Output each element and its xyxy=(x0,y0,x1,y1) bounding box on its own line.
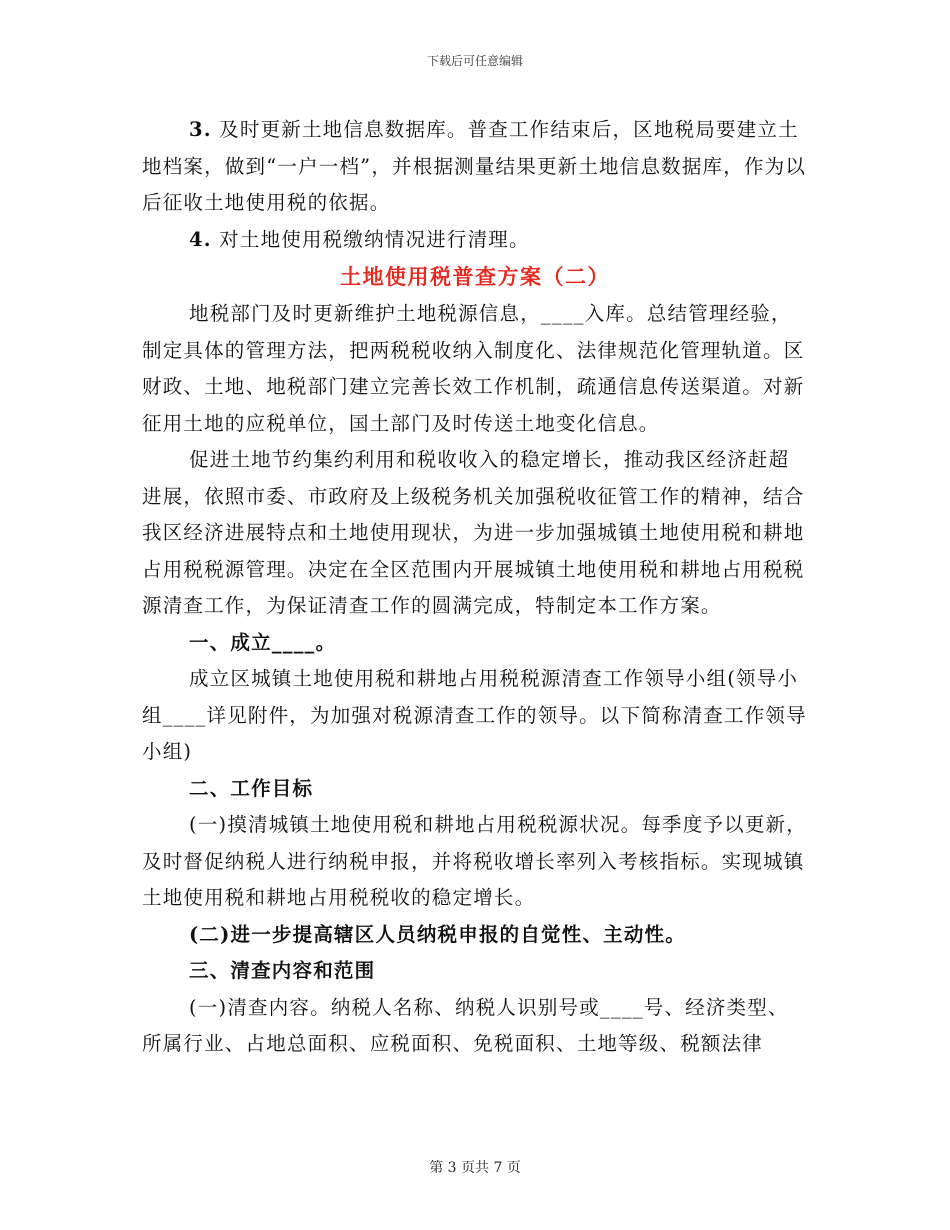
item-text: 及时更新土地信息数据库。普查工作结束后，区地税局要建立土地档案，做到“一户一档”，并根据测量结果更新土地信息数据库，作为以后征收土地使用税的依据。 xyxy=(142,118,807,214)
section-title: 土地使用税普查方案（二） xyxy=(340,264,610,289)
paragraph-1: 地税部门及时更新维护土地税源信息，____入库。总结管理经验，制定具体的管理方法，把两税税收纳入制度化、法律规范化管理轨道。区财政、土地、地税部门建立完善长效工作机制，疏通信息传送渠道。对新征用土地的应税单位，国土部门及时传送土地变化信息。 xyxy=(142,302,805,435)
paragraph-3: 成立区城镇土地使用税和耕地占用税税源清查工作领导小组(领导小组____详见附件，为加强对税源清查工作的领导。以下简称清查工作领导小组) xyxy=(142,667,807,763)
paragraph-4: (一)摸清城镇土地使用税和耕地占用税税源状况。每季度予以更新，及时督促纳税人进行纳税申报，并将税收增长率列入考核指标。实现城镇土地使用税和耕地占用税税收的稳定增长。 xyxy=(142,813,807,909)
item-text: 对土地使用税缴纳情况进行清理。 xyxy=(211,227,530,251)
page-header: 下载后可任意编辑 xyxy=(426,54,523,68)
paragraph-2: 促进土地节约集约利用和税收收入的稳定增长，推动我区经济赶超进展，依照市委、市政府及上级税务机关加强税收征管工作的精神，结合我区经济进展特点和土地使用现状，为进一步加强城镇土地使用税和耕地占用税税源管理。决定在全区范围内开展城镇土地使用税和耕地占用税税源清查工作，为保证清查工作的圆满完成，特制定本工作方案。 xyxy=(142,448,805,617)
heading-2: 二、工作目标 xyxy=(189,776,314,800)
paragraph-5: (二)进一步提高辖区人员纳税申报的自觉性、主动性。 xyxy=(189,922,686,946)
item-number: 3. xyxy=(189,118,212,141)
heading-3: 三、清查内容和范围 xyxy=(189,959,376,982)
heading-1: 一、成立____。 xyxy=(189,630,337,654)
page-footer: 第 3 页共 7 页 xyxy=(429,1160,521,1176)
paragraph-item-4 xyxy=(142,222,808,259)
paragraph-6: (一)清查内容。纳税人名称、纳税人识别号或____号、经济类型、所属行业、占地总面积、应税面积、免税面积、土地等级、税额法律 xyxy=(142,995,789,1055)
paragraph-item-3 xyxy=(142,112,808,222)
document-body xyxy=(142,112,808,1063)
item-number: 4. xyxy=(189,227,212,251)
